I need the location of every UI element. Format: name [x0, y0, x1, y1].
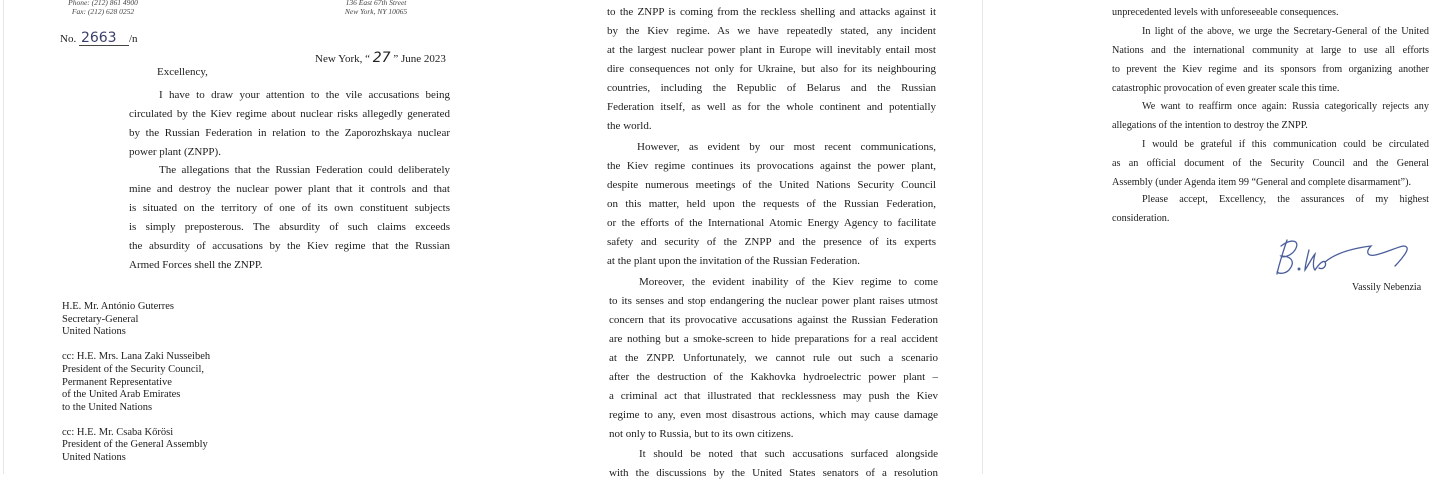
addressee-cc-security-council: cc: H.E. Mrs. Lana Zaki Nusseibeh President of the Security Council, Permanent Representative of the United Arab Emirates to the United Nations [62, 351, 211, 413]
reference-handwritten: 2663 [79, 31, 129, 46]
dateline-day-handwritten: 27 [372, 50, 391, 66]
salutation: Excellency, [157, 66, 208, 78]
letterhead-fax: Fax: (212) 628 0252 [71, 7, 135, 16]
paragraph-however: However, as evident by our most recent communications, the Kiev regime continues its provocations against the power plant, despite numerous meetings of the United Nations Security Council on this matter, held upon the requests of the Russian Federation, or the efforts of the International Atomic Energy Agency to facilitate safety and security of the ZNPP and the presence of its experts at the plant upon the invitation of the Russian Federation. [607, 141, 936, 267]
paragraph-it-should-be-noted: It should be noted that such accusations surfaced alongside with the discussions by the United States senators of a resolution [609, 448, 938, 479]
page-edge-left [3, 0, 4, 474]
paragraph-continued: to the ZNPP is coming from the reckless shelling and attacks against it by the Kiev regime. As we have repeatedly stated, any incident at the largest nuclear power plant in Europe will inevitably entail most dire consequences not only for Ukraine, but also for its neighbouring countries, including the Republic of Belarus and the Russian Federation itself, as well as for the whole continent and potentially the world. [607, 6, 936, 132]
letterhead-contact [58, 0, 148, 16]
paragraph-2: The allegations that the Russian Federation could deliberately mine and destroy the nuclear power plant that it controls and that is situated on the territory of one of its own constituent subjects is simply preposterous. The absurdity of such claims exceeds the absurdity of accusations by the Kiev regime that the Russian Armed Forces shell the ZNPP. [129, 164, 450, 271]
paragraph-circulate-request: I would be grateful if this communication could be circulated as an official document of the Security Council and the General Assembly (under Agenda item 99 “General and complete disarmament”). [1112, 139, 1429, 188]
addressee-list [62, 301, 210, 477]
reference-number [60, 30, 138, 49]
addressee-cc-general-assembly: cc: H.E. Mr. Csaba Kőrösi President of the General Assembly United Nations [62, 426, 208, 464]
signatory-name: Vassily Nebenzia [1352, 282, 1422, 293]
paragraph-in-light: In light of the above, we urge the Secretary-General of the United Nations and the international community at large to use all efforts to prevent the Kiev regime and its sponsors from organizing another catastrophic provocation of even greater scale this time. [1112, 26, 1429, 94]
paragraph-reaffirm: We want to reaffirm once again: Russia categorically rejects any allegations of the intention to destroy the ZNPP. [1112, 101, 1429, 131]
letterhead-street: 136 East 67th Street [345, 0, 407, 7]
reference-suffix: /n [128, 33, 138, 45]
letterhead-address [336, 0, 416, 16]
page-divider [982, 0, 983, 474]
reference-prefix: No. [60, 33, 77, 45]
letterhead-city: New York, NY 10065 [344, 7, 408, 16]
paragraph-closing: Please accept, Excellency, the assurances of my highest consideration. [1112, 194, 1429, 224]
paragraph-1: I have to draw your attention to the vile accusations being circulated by the Kiev regime about nuclear risks allegedly generated by the Russian Federation in relation to the Zaporozhskaya nuclear power plant (ZNPP). [129, 89, 450, 158]
dateline: New York, “ 27 ” June 2023 [315, 50, 446, 66]
letterhead-phone: Phone: (212) 861 4900 [68, 0, 138, 7]
addressee-primary: H.E. Mr. António Guterres Secretary-General United Nations [62, 301, 174, 338]
paragraph-moreover: Moreover, the evident inability of the Kiev regime to come to its senses and stop endangering the nuclear power plant raises utmost concern that its provocative accusations against the Russian Federation are nothing but a smoke-screen to hide preparations for a real accident at the ZNPP. Unfortunately, we cannot rule out such a scenario after the destruction of the Kakhovka hydroelectric power plant – a criminal act that illustrated that recklessness may push the Kiev regime to any, even most disastrous actions, which may cause damage not only to Russia, but to its own citizens. [609, 276, 938, 440]
signature-icon [1275, 232, 1425, 282]
paragraph-unprecedented: unprecedented levels with unforeseeable consequences. [1112, 7, 1339, 18]
